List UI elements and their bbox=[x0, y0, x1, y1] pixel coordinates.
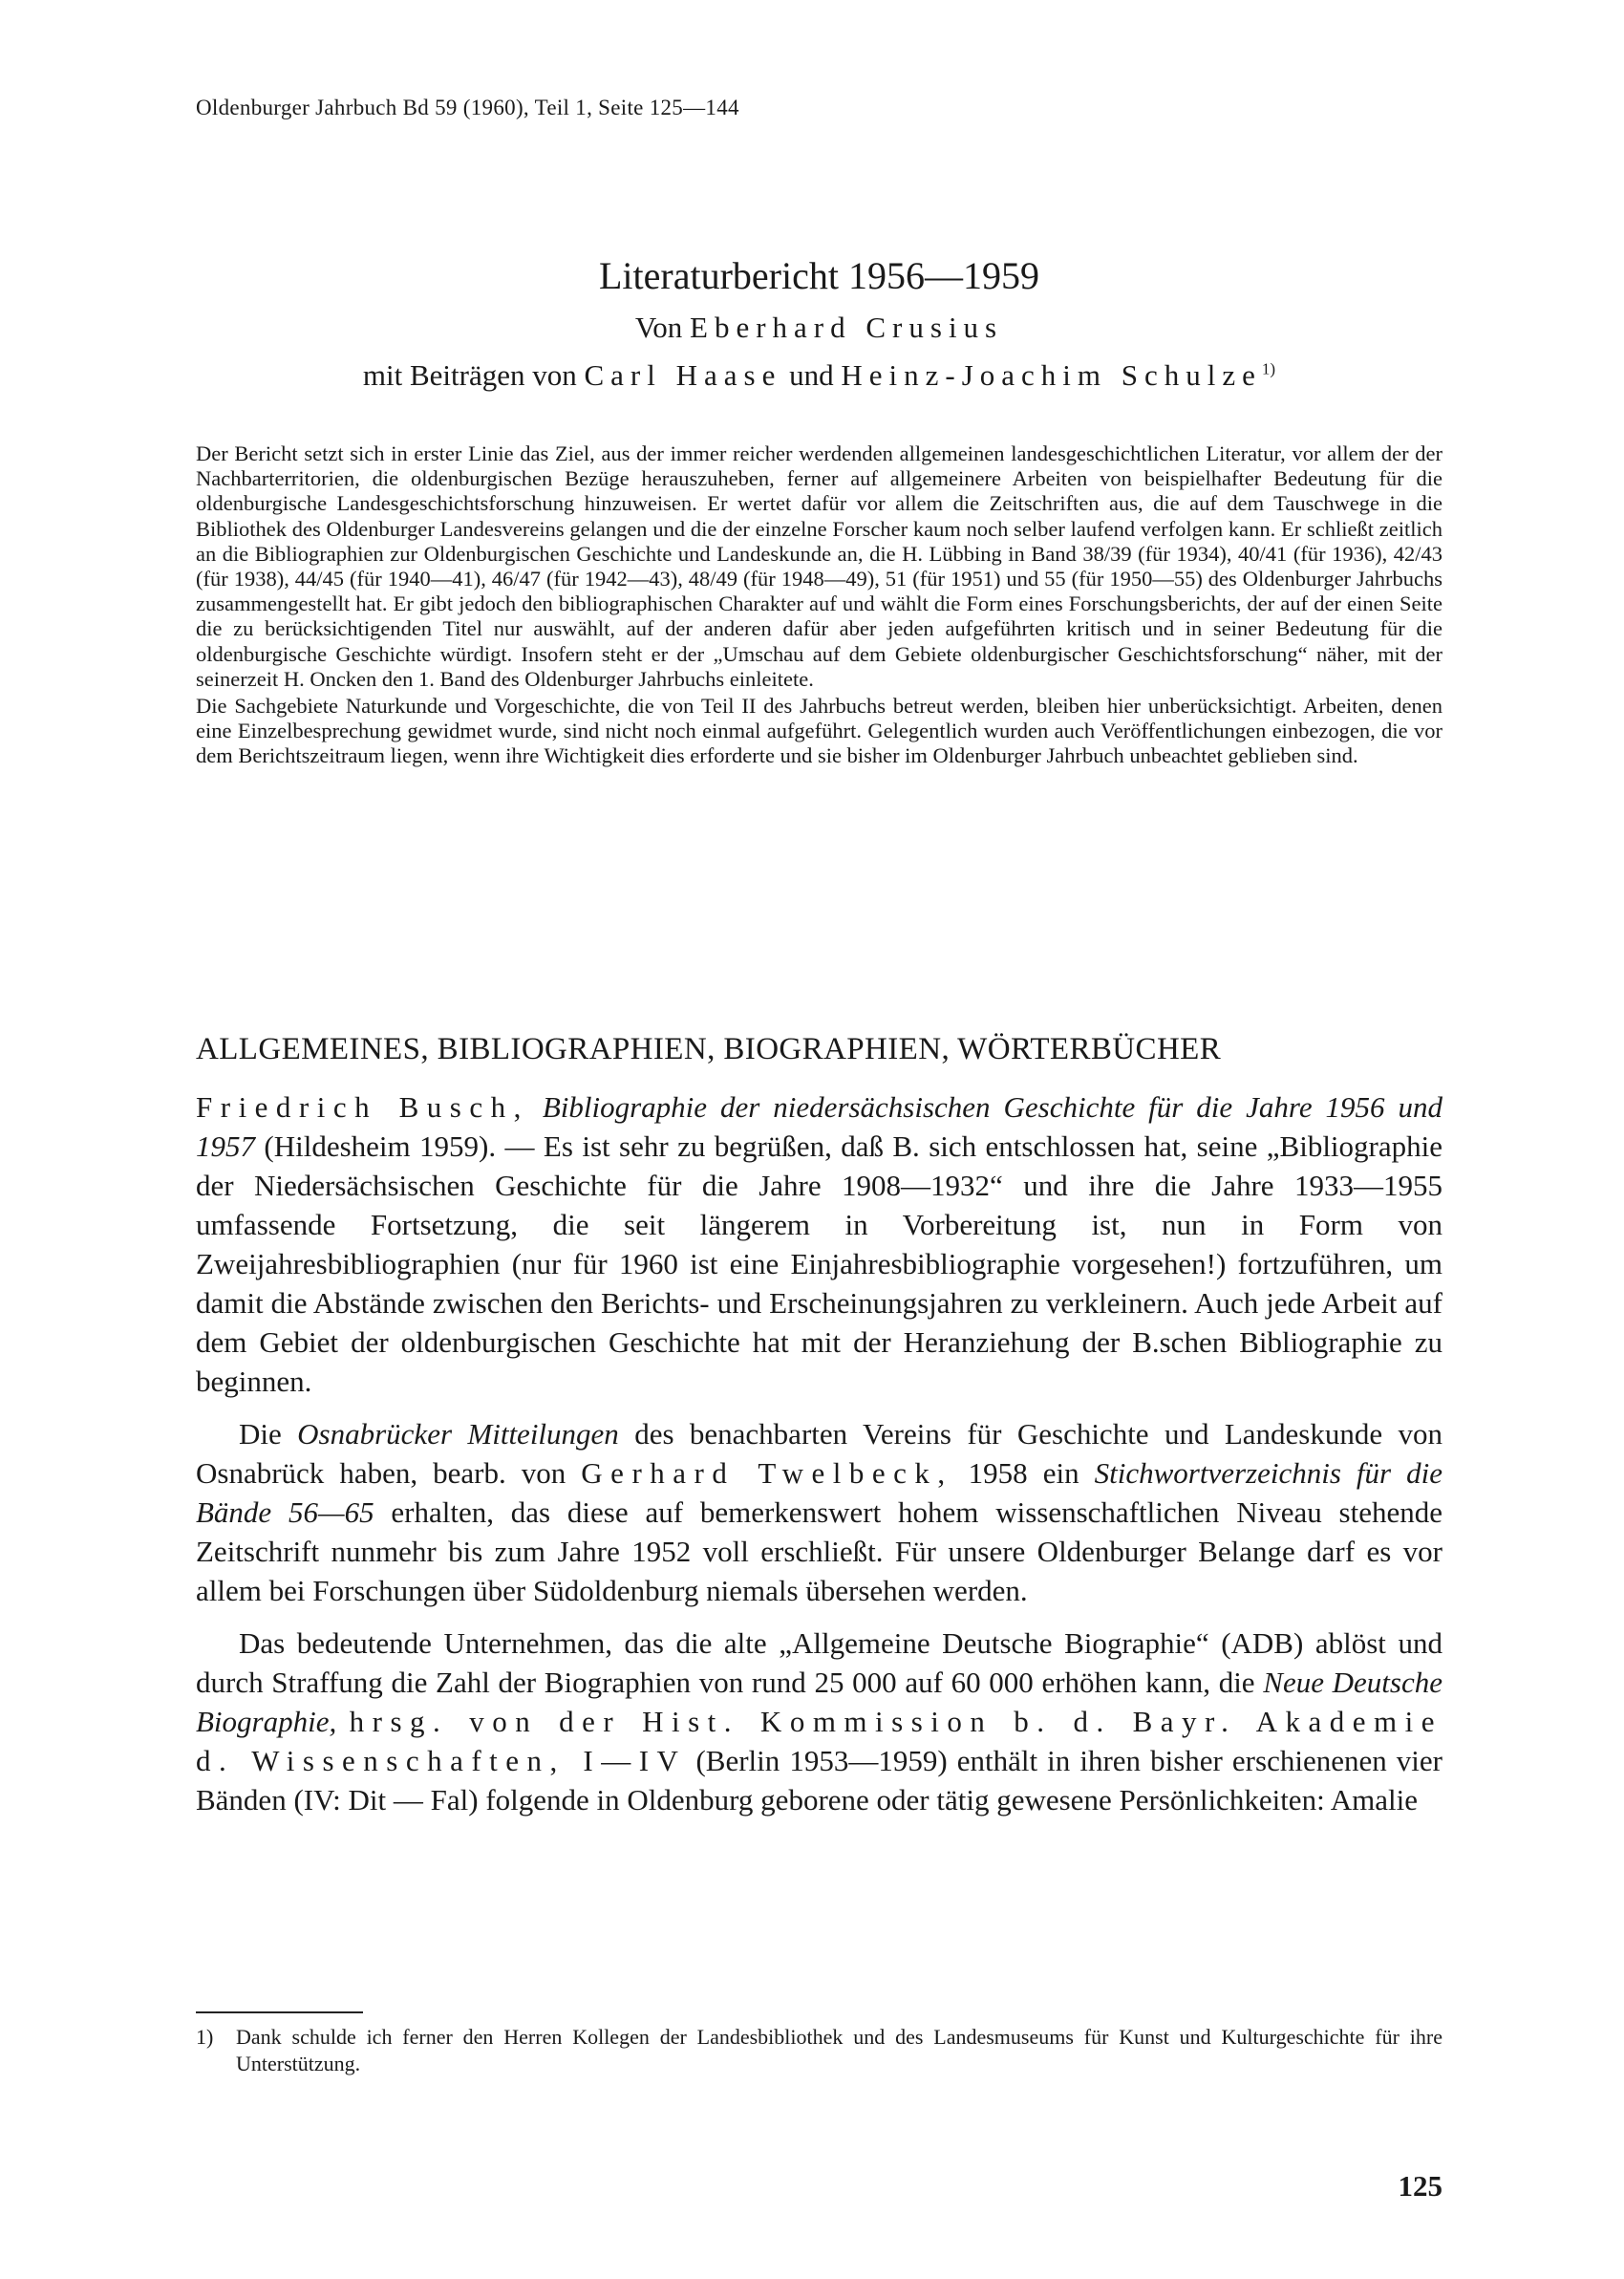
footnote-mark: 1) bbox=[196, 2025, 214, 2049]
body-paragraph-1 bbox=[196, 1087, 1442, 1401]
title-block bbox=[196, 250, 1442, 398]
body-paragraph-3 bbox=[196, 1623, 1442, 1819]
paragraph-text bbox=[336, 1705, 349, 1738]
contributors-line bbox=[196, 354, 1442, 398]
section-heading: ALLGEMEINES, BIBLIOGRAPHIEN, BIOGRAPHIEN, WÖRTERBÜCHER bbox=[196, 1032, 1222, 1066]
author-name: Eberhard Crusius bbox=[690, 311, 1004, 344]
paragraph-text: erhalten, das diese auf bemerkenswert hohem wissenschaftlichen Niveau stehende Zeitschrift nunmehr bis zum Jahre 1952 voll erschließt. Für unsere Oldenburger Belange darf es vor allem bei Forschungen über Südoldenburg niemals übersehen werden. bbox=[196, 1495, 1442, 1607]
contributors-conj: und bbox=[789, 358, 834, 392]
body-paragraph-2 bbox=[196, 1414, 1442, 1610]
byline bbox=[196, 306, 1442, 350]
abstract-paragraph-1: Der Bericht setzt sich in erster Linie das Ziel, aus der immer reicher werdenden allgemeinen landesgeschichtlichen Literatur, vor allem der der Nachbarterritorien, die oldenburgischen Bezüge herauszuheben, ferner auf allgemeinere Arbeiten von beispielhafter Bedeutung für die oldenburgische Landesgeschichtsforschung hinzuweisen. Er wertet dafür vor allem die Zeitschriften aus, die auf dem Tauschwege in die Bibliothek des Oldenburger Landesvereins gelangen und die der einzelne Forscher kaum noch selber laufend verfolgen kann. Er schließt zeitlich an die Bibliographien zur Oldenburgischen Geschichte und Landeskunde an, die H. Lübbing in Band 38/39 (für 1934), 40/41 (für 1936), 42/43 (für 1938), 44/45 (für 1940—41), 46/47 (für 1942—43), 48/49 (für 1948—49), 51 (für 1951) und 55 (für 1950—55) des Oldenburger Jahrbuchs zusammengestellt hat. Er gibt jedoch den bibliographischen Charakter auf und wählt die Form eines Forschungsberichts, der auf der einen Seite die zu berücksichtigenden Titel nur auswählt, auf der anderen dafür aber jeden aufgeführten kritisch und in seiner Bedeutung für die oldenburgische Geschichte würdigt. Insofern steht er der „Umschau auf dem Gebiete oldenburgischer Geschichtsforschung“ näher, mit der seinerzeit H. Oncken den 1. Band des Oldenburger Jahrbuchs einleitete. bbox=[196, 441, 1442, 691]
contributors-prefix: mit Beiträgen von bbox=[362, 358, 577, 392]
cited-title: Bibliographie der niedersächsischen Geschichte für die Jahre 1956 und 1957 bbox=[196, 1090, 1442, 1163]
contributor-name-2: Heinz-Joachim Schulze bbox=[841, 358, 1262, 392]
cited-author: Gerhard Twelbeck, bbox=[581, 1456, 953, 1490]
cited-author: Friedrich Busch, bbox=[196, 1090, 529, 1124]
paragraph-text: des benachbarten Vereins für Geschichte und Landeskunde von Osnabrück haben, bearb. von bbox=[196, 1417, 1443, 1490]
abstract bbox=[196, 441, 1442, 769]
cited-editor: hrsg. von der Hist. Kommission b. d. Bayr. Akademie d. Wissenschaften, I—IV bbox=[196, 1705, 1442, 1777]
paragraph-text: (Hildesheim 1959). — Es ist sehr zu begrüßen, daß B. sich entschlossen hat, seine „Bibliographie der Niedersächsischen Geschichte für die Jahre 1908—1932“ und ihre die Jahre 1933—1955 umfassende Fortsetzung, die seit längerem in Vorbereitung ist, nun in Form von Zweijahresbibliographien (nur für 1960 ist eine Einjahresbibliographie vorgesehen!) fortzuführen, um damit die Abstände zwischen den Berichts- und Erscheinungsjahren zu verkleinern. Auch jede Arbeit auf dem Gebiet der oldenburgischen Geschichte hat mit der Heranziehung der B.schen Bibliographie zu beginnen. bbox=[196, 1129, 1442, 1398]
paragraph-text: (Berlin 1953—1959) enthält in ihren bisher erschienenen vier Bänden (IV: Dit — Fal) folgende in Oldenburg geborene oder tätig gewesene Persönlichkeiten: Amalie bbox=[196, 1744, 1442, 1817]
cited-title: Neue Deutsche Biographie, bbox=[196, 1666, 1442, 1738]
paragraph-text: Das bedeutende Unternehmen, das die alte „Allgemeine Deutsche Biographie“ (ADB) ablöst und durch Straffung die Zahl der Biographien von rund 25 000 auf 60 000 erhöhen kann, die bbox=[196, 1626, 1442, 1699]
page-number: 125 bbox=[1398, 2169, 1442, 2203]
running-head: Oldenburger Jahrbuch Bd 59 (1960), Teil 1, Seite 125—144 bbox=[196, 96, 739, 119]
paragraph-text: 1958 ein bbox=[952, 1456, 1095, 1490]
footnote-reference[interactable]: 1) bbox=[1261, 359, 1276, 378]
byline-prefix: Von bbox=[634, 311, 683, 344]
footnote bbox=[196, 2024, 1442, 2077]
footnote-rule bbox=[196, 2011, 363, 2013]
article-title: Literaturbericht 1956—1959 bbox=[599, 254, 1039, 297]
paragraph-text: Die bbox=[239, 1417, 298, 1451]
cited-title: Stichwortverzeichnis für die Bände 56—65 bbox=[196, 1456, 1443, 1529]
footnote-text: Dank schulde ich ferner den Herren Kollegen der Landesbibliothek und des Landesmuseums für Kunst und Kulturgeschichte für ihre Unterstützung. bbox=[236, 2025, 1442, 2075]
cited-title: Osnabrücker Mitteilungen bbox=[297, 1417, 619, 1451]
body-text bbox=[196, 1087, 1442, 1833]
contributor-name-1: Carl Haase bbox=[584, 358, 782, 392]
abstract-paragraph-2: Die Sachgebiete Naturkunde und Vorgeschichte, die von Teil II des Jahrbuchs betreut werden, bleiben hier unberücksichtigt. Arbeiten, denen eine Einzelbesprechung gewidmet wurde, sind nicht noch einmal aufgeführt. Gelegentlich wurden auch Veröffentlichungen einbezogen, die vor dem Berichtszeitraum liegen, wenn ihre Wichtigkeit dies erforderte und sie bisher im Oldenburger Jahrbuch unbeachtet geblieben sind. bbox=[196, 694, 1442, 768]
